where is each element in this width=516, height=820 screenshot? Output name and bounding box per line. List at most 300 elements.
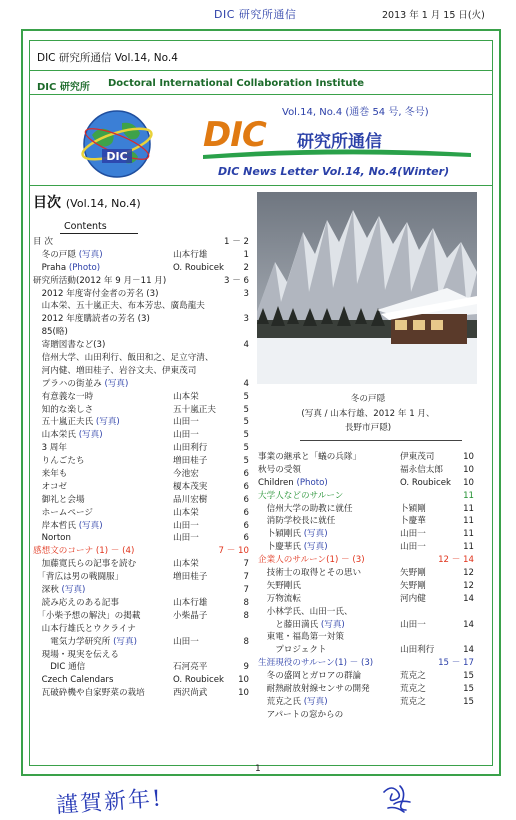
toc-entry-tag: (Photo)	[296, 477, 328, 488]
toc-entry-page: 7	[243, 572, 249, 583]
toc-entry-title	[33, 571, 123, 584]
toc-entry-author: O. Roubicek	[173, 262, 224, 273]
toc-entry-author: 品川宏樹	[173, 494, 208, 505]
toc-entry-page: 5	[243, 417, 249, 428]
toc-entry-page: 6	[243, 520, 249, 531]
toc-entry-title-text: 来年も	[33, 469, 68, 480]
toc-entry-page: 15	[463, 671, 474, 682]
toc-entry	[33, 236, 251, 249]
toc-entry-tag: (写真)	[104, 378, 129, 389]
toc-entry-title-text: 五十嵐正夫氏	[33, 417, 96, 428]
toc-entry	[258, 541, 476, 554]
toc-entry-page: 14	[463, 619, 474, 630]
toc-entry	[33, 623, 251, 636]
toc-entry-author: 今池宏	[173, 469, 199, 480]
toc-entry-title-text: 大学人などのサルーン	[258, 490, 344, 501]
contents-underline	[60, 233, 138, 234]
photo-caption-credit: (写真 / 山本行雄、2012 年 1 月、	[301, 409, 435, 419]
toc-entry-page: 11	[463, 490, 474, 501]
toc-entry-title	[33, 326, 68, 339]
toc-entry-author: 西沢尚武	[173, 688, 208, 699]
logo-jp: 研究所通信	[297, 132, 382, 152]
toc-entry	[33, 442, 251, 455]
toc-entry-page: 10	[463, 464, 474, 475]
toc-entry-title	[258, 619, 345, 632]
toc-entry-title-text: 卜穎剛氏	[258, 529, 304, 540]
toc-entry	[33, 378, 251, 391]
photo-caption-title: 冬の戸隠	[350, 394, 386, 404]
toc-entry-title	[33, 300, 205, 313]
toc-entry-tag: (写真)	[303, 529, 328, 540]
toc-entry-page: 10	[463, 477, 474, 488]
masthead-title: DIC 研究所通信 Vol.14, No.4	[37, 52, 178, 64]
contents-label: Contents	[64, 221, 107, 232]
toc-entry-author: 榎本茂実	[173, 481, 208, 492]
toc-entry	[258, 464, 476, 477]
toc-entry-tag: (Photo)	[68, 262, 101, 273]
toc-entry	[33, 520, 251, 533]
toc-entry-tag: (写真)	[95, 417, 120, 428]
toc-entry-page: 11	[463, 529, 474, 540]
org-name-jp: DIC 研究所	[37, 82, 90, 93]
toc-entry-page: 3 － 6	[224, 275, 249, 286]
toc-entry	[33, 545, 251, 558]
toc-entry-title-text: 「背広は男の戦闘服」	[33, 572, 124, 583]
toc-entry-title	[258, 670, 361, 683]
toc-entry-title	[258, 631, 344, 644]
toc-entry-title-text: 企業人のサルーン(1) － (3)	[258, 555, 365, 566]
toc-entry-title-text: 85(略)	[33, 327, 68, 338]
toc-title-sub: (Vol.14, No.4)	[65, 197, 141, 210]
toc-entry-title-text: 現場・現実を伝える	[33, 649, 119, 660]
toc-entry-author: 荒克之	[400, 696, 426, 707]
toc-entry-title	[33, 391, 93, 404]
toc-entry-author: 福永信太郎	[400, 464, 443, 475]
toc-entry-author: O. Roubicek	[400, 477, 451, 488]
toc-entry-title	[33, 545, 134, 558]
toc-entry-title-text: 万物流転	[258, 593, 301, 604]
toc-entry-title-text: 卜慶華氏	[258, 542, 304, 553]
toc-entry-page: 10	[463, 452, 474, 462]
toc-entry-page: 4	[243, 378, 249, 389]
toc-entry-title-text: 東電・福島第一対策	[258, 632, 344, 643]
toc-entry	[33, 649, 251, 662]
toc-entry-author: O. Roubicek	[173, 675, 224, 686]
toc-entry-author: 山本行雄	[173, 249, 208, 260]
toc-entry-page: 3	[243, 288, 249, 299]
toc-entry	[258, 451, 476, 464]
toc-entry-title-text: 2012 年度寄付金者の芳名 (3)	[33, 288, 159, 299]
toc-entry-page: 7	[243, 559, 249, 570]
toc-entry-author: 山本栄	[173, 559, 199, 570]
toc-entry-page: 6	[243, 469, 249, 480]
handwritten-signature-icon	[378, 780, 418, 816]
toc-entry	[258, 528, 476, 541]
toc-entry	[33, 339, 251, 352]
toc-entry-title	[33, 520, 103, 533]
toc-entry-title-text: オコゼ	[33, 481, 68, 492]
toc-entry-page: 6	[243, 533, 249, 544]
toc-entry-title	[33, 275, 166, 288]
toc-entry	[33, 288, 251, 301]
toc-entry-title	[258, 490, 343, 503]
toc-entry-title-text: 冬の戸隠	[33, 249, 79, 260]
toc-entry-title	[33, 339, 105, 352]
toc-entry-title-text: 岸本哲氏	[33, 520, 79, 531]
toc-entry	[258, 696, 476, 709]
toc-entry-author: 山田一	[400, 529, 426, 540]
toc-entry	[33, 584, 251, 597]
toc-entry-title	[258, 683, 370, 696]
toc-entry-title	[33, 262, 100, 275]
toc-entry-title	[33, 365, 196, 378]
toc-entry	[33, 300, 251, 313]
toc-entry	[33, 313, 251, 326]
toc-entry	[33, 249, 251, 262]
toc-entry-author: 山田一	[173, 533, 199, 544]
toc-entry-page: 14	[463, 593, 474, 604]
toc-entry-author: 卜穎剛	[400, 503, 426, 514]
toc-entry-title-text: 電気力学研究所	[33, 636, 114, 647]
toc-entry-title-text: 目 次	[33, 237, 53, 247]
toc-entry-tag: (写真)	[78, 430, 103, 441]
toc-entry-page: 15 － 17	[438, 658, 474, 669]
toc-entry	[33, 275, 251, 288]
toc-entry-title	[33, 404, 93, 417]
toc-entry-tag: (写真)	[303, 542, 328, 553]
toc-entry-page: 5	[243, 404, 249, 415]
toc-entry-page: 6	[243, 507, 249, 518]
toc-entry	[258, 619, 476, 632]
toc-entry	[258, 657, 476, 670]
toc-entry-page: 5	[243, 391, 249, 402]
toc-entry-title	[33, 649, 119, 662]
toc-entry-author: 卜慶華	[400, 516, 426, 527]
toc-entry-author: 山田一	[400, 619, 426, 630]
toc-entry-title	[33, 352, 213, 365]
toc-entry-page: 5	[243, 430, 249, 441]
toc-entry-title-text: 小林学氏、山田一氏、	[258, 606, 353, 617]
toc-entry	[33, 610, 251, 623]
toc-entry-page: 4	[243, 340, 249, 351]
toc-entry-page: 12	[463, 580, 474, 591]
toc-entry-author: 山田利行	[400, 645, 435, 656]
toc-entry-page: 11	[463, 516, 474, 527]
toc-entry-title	[33, 313, 150, 326]
toc-entry-title-text: プラハの街並み	[33, 378, 105, 389]
toc-entry-title	[258, 644, 327, 657]
toc-entry	[33, 571, 251, 584]
toc-entry	[258, 567, 476, 580]
toc-entry-author: 荒克之	[400, 671, 426, 682]
toc-left-column	[33, 236, 253, 700]
toc-entry-title-text: 研究所活動(2012 年 9 月－11 月)	[33, 275, 167, 286]
toc-entry-title-text: Norton	[33, 533, 71, 544]
toc-entry-title	[33, 236, 53, 249]
toc-entry-title-text: 河内健、増田桂子、岩谷文夫、伊東茂司	[33, 365, 197, 376]
toc-entry-page: 12 － 14	[438, 555, 474, 566]
toc-entry	[33, 404, 251, 417]
toc-entry-title	[33, 584, 85, 597]
toc-entry-title	[258, 606, 353, 619]
toc-entry-title	[33, 687, 145, 700]
toc-entry-tag: (写真)	[303, 696, 328, 707]
toc-entry-page: 7 － 10	[218, 546, 249, 557]
toc-entry-title-text: 耐熱耐放射線センサの開発	[258, 684, 370, 695]
toc-entry-title-text: アパートの窓からの	[258, 709, 344, 720]
toc-entry	[33, 365, 251, 378]
toc-entry	[33, 429, 251, 442]
toc-entry-author: 伊東茂司	[400, 452, 435, 462]
toc-entry	[258, 644, 476, 657]
toc-entry-title	[258, 451, 361, 464]
toc-entry-title	[33, 507, 93, 520]
toc-entry	[258, 554, 476, 567]
toc-entry-title-text: 事業の継承と「蟻の兵隊」	[258, 452, 362, 462]
toc-entry	[258, 709, 476, 722]
toc-entry-title	[33, 558, 136, 571]
toc-entry-title-text: ホームページ	[33, 507, 93, 518]
toc-entry-page: 5	[243, 456, 249, 467]
toc-entry	[33, 674, 251, 687]
toc-entry-title-text: 3 周年	[33, 443, 67, 454]
newsletter-logo	[203, 117, 473, 163]
toc-entry-author: 河内健	[400, 593, 426, 604]
masthead-divider-3	[29, 185, 493, 186]
toc-entry-author: 山田一	[173, 636, 199, 647]
toc-entry-author: 小柴晶子	[173, 610, 208, 621]
toc-entry-title	[258, 503, 353, 516]
toc-entry	[33, 532, 251, 545]
toc-entry	[258, 580, 476, 593]
toc-entry-title	[33, 494, 85, 507]
toc-entry	[258, 490, 476, 503]
toc-entry-title	[33, 455, 85, 468]
toc-entry-title-text: 瓦破砕機や自家野菜の栽培	[33, 688, 145, 699]
toc-entry-page: 11	[463, 542, 474, 553]
toc-entry-title	[33, 378, 128, 391]
toc-entry-title-text: Praha	[33, 262, 69, 273]
toc-entry	[258, 683, 476, 696]
toc-entry-title	[33, 468, 67, 481]
toc-entry-title	[33, 661, 85, 674]
toc-entry-author: 増田桂子	[173, 456, 208, 467]
toc-entry-title-text: 山本栄、五十嵐正夫、布本芳忠、廣島龍夫	[33, 301, 205, 312]
photo-caption-location: 長野市戸隠)	[344, 423, 392, 433]
toc-entry-page: 11	[463, 503, 474, 514]
toc-entry-tag: (写真)	[113, 636, 137, 647]
handwritten-greeting: 謹賀新年!	[55, 786, 164, 819]
newsletter-subtitle: DIC News Letter Vol.14, No.4(Winter)	[218, 165, 450, 178]
page-header-date: 2013 年 1 月 15 日(火)	[382, 10, 485, 21]
toc-entry-title-text: 読み応えのある記事	[33, 597, 119, 608]
toc-entry-title	[258, 657, 373, 670]
toc-entry-author: 山田利行	[173, 443, 208, 454]
toc-entry	[33, 455, 251, 468]
toc-entry-page: 6	[243, 494, 249, 505]
toc-entry	[33, 468, 251, 481]
toc-entry-title-text: 秋号の受領	[258, 464, 301, 475]
toc-entry-title	[258, 580, 301, 593]
toc-entry-tag: (写真)	[320, 619, 345, 630]
toc-entry-title-text: 加藤寛氏らの記事を読む	[33, 559, 137, 570]
toc-entry-page: 15	[463, 696, 474, 707]
toc-entry	[33, 391, 251, 404]
toc-entry-title-text: 「小柴予想の解決」の掲載	[33, 610, 141, 621]
toc-entry-title-text: 有意義な一時	[33, 391, 94, 402]
toc-entry-title	[258, 477, 328, 490]
toc-entry-title-text: 冬の盛岡とガロアの群論	[258, 671, 362, 682]
toc-entry	[33, 636, 251, 649]
toc-entry-title-text: 山本行雄氏とウクライナ	[33, 623, 136, 634]
winter-togakushi-photo	[257, 192, 477, 384]
toc-entry	[33, 558, 251, 571]
org-name-en: Doctoral International Collaboration Institute	[108, 78, 365, 89]
toc-entry-author: 山本栄	[173, 507, 199, 518]
toc-entry-tag: (写真)	[78, 520, 103, 531]
toc-entry-author: 山田一	[173, 520, 199, 531]
toc-title	[33, 192, 141, 212]
toc-entry-title-text: 消防学校長に就任	[258, 516, 336, 527]
toc-entry-title-text: 山本栄氏	[33, 430, 79, 441]
toc-entry	[33, 262, 251, 275]
toc-entry-title	[33, 610, 140, 623]
toc-entry-title-text: りんごたち	[33, 456, 85, 467]
toc-entry-title-text: 2012 年度購読者の芳名 (3)	[33, 314, 150, 325]
toc-entry	[258, 670, 476, 683]
toc-entry-title-text: と藤田満氏	[258, 619, 321, 630]
toc-entry-tag: (写真)	[61, 585, 86, 596]
toc-entry	[258, 515, 476, 528]
toc-right-column	[258, 451, 480, 722]
globe-logo-icon	[78, 105, 156, 183]
toc-entry-page: 10	[238, 688, 249, 699]
toc-entry-page: 6	[243, 481, 249, 492]
toc-entry-title	[258, 541, 328, 554]
toc-entry-title-text: 信州大学、山田利行、飯田和之、足立守清、	[33, 353, 214, 364]
toc-entry-page: 9	[243, 662, 249, 673]
toc-entry-title	[33, 429, 103, 442]
toc-entry-page: 8	[243, 636, 249, 647]
toc-entry	[33, 661, 251, 674]
toc-entry-title	[258, 709, 343, 722]
toc-entry-title	[258, 696, 328, 709]
toc-entry-title	[258, 567, 361, 580]
toc-entry-title-text: 知的な楽しさ	[33, 404, 94, 415]
toc-entry-title-text: 深秋	[33, 585, 62, 596]
toc-entry-title	[258, 515, 335, 528]
volume-info: Vol.14, No.4 (通巻 54 号, 冬号)	[282, 107, 429, 118]
toc-entry-title-text: 寄贈図書など(3)	[33, 340, 106, 351]
caption-underline	[300, 440, 462, 441]
page-number: 1	[255, 764, 261, 774]
toc-entry-page: 3	[243, 314, 249, 325]
toc-entry-page: 14	[463, 645, 474, 656]
toc-entry-title	[33, 532, 71, 545]
toc-entry	[258, 606, 476, 619]
toc-entry	[258, 503, 476, 516]
toc-entry	[258, 477, 476, 490]
toc-entry-page: 8	[243, 610, 249, 621]
toc-entry-author: 石河亮平	[173, 662, 208, 673]
toc-entry-page: 1 － 2	[224, 237, 249, 247]
toc-entry-title-text: 御礼と会場	[33, 494, 85, 505]
toc-entry	[258, 593, 476, 606]
toc-entry-author: 山本行雄	[173, 597, 208, 608]
toc-entry-title-text: 信州大学の助教に就任	[258, 503, 353, 514]
toc-entry-page: 5	[243, 443, 249, 454]
toc-entry-title	[33, 416, 120, 429]
toc-entry-author: 矢野剛	[400, 568, 426, 579]
toc-entry-author: 増田桂子	[173, 572, 208, 583]
toc-entry-title	[258, 528, 328, 541]
toc-entry	[33, 494, 251, 507]
toc-entry-title	[258, 464, 301, 477]
masthead-divider-2	[29, 94, 493, 95]
globe-label: DIC	[106, 150, 128, 163]
toc-entry-author: 山田一	[173, 417, 199, 428]
toc-entry-title-text: DIC 通信	[33, 662, 86, 673]
toc-entry-author: 山田一	[400, 542, 426, 553]
toc-entry-title-text: Czech Calendars	[33, 675, 114, 686]
toc-entry-author: 矢野剛	[400, 580, 426, 591]
toc-entry-page: 15	[463, 684, 474, 695]
toc-entry-title	[33, 481, 67, 494]
toc-entry	[33, 352, 251, 365]
toc-entry-title-text: 感想文のコーナ (1) － (4)	[33, 546, 135, 557]
toc-entry	[33, 481, 251, 494]
toc-entry-title	[33, 597, 119, 610]
toc-entry	[33, 416, 251, 429]
toc-entry-title-text: 生涯現役のサルーン(1) － (3)	[258, 658, 374, 669]
toc-entry-title	[33, 288, 158, 301]
logo-dic	[203, 115, 266, 155]
toc-entry-page: 7	[243, 585, 249, 596]
masthead-divider-1	[29, 70, 493, 71]
toc-entry	[33, 507, 251, 520]
toc-entry-tag: (写真)	[78, 249, 103, 260]
toc-entry-author: 山本栄	[173, 391, 199, 402]
toc-entry-page: 1	[243, 249, 249, 260]
toc-entry	[33, 326, 251, 339]
toc-entry-title-text: 矢野剛氏	[258, 580, 301, 591]
toc-entry-title-text: Children	[258, 477, 297, 488]
toc-entry	[258, 631, 476, 644]
page-header-title: DIC 研究所通信	[214, 8, 297, 21]
toc-entry-author: 五十嵐正夫	[173, 404, 216, 415]
toc-entry-title	[258, 593, 301, 606]
toc-entry-page: 12	[463, 568, 474, 579]
toc-entry-page: 2	[243, 262, 249, 273]
toc-entry-title	[33, 442, 67, 455]
toc-entry-title-text: プロジェクト	[258, 645, 327, 656]
toc-entry	[33, 687, 251, 700]
toc-entry-title	[33, 674, 113, 687]
toc-title-main: 目次	[33, 195, 61, 211]
logo-dic-text: DIC	[203, 115, 266, 155]
toc-entry-title	[258, 554, 365, 567]
toc-entry-author: 荒克之	[400, 684, 426, 695]
toc-entry-title-text: 技術士の取得とその思い	[258, 568, 362, 579]
toc-entry-title	[33, 623, 136, 636]
toc-entry-title-text: 荒克之氏	[258, 696, 304, 707]
toc-entry-page: 10	[238, 675, 249, 686]
toc-entry-author: 山田一	[173, 430, 199, 441]
toc-entry-title	[33, 249, 103, 262]
toc-entry	[33, 597, 251, 610]
toc-entry-page: 8	[243, 597, 249, 608]
toc-entry-title	[33, 636, 137, 649]
